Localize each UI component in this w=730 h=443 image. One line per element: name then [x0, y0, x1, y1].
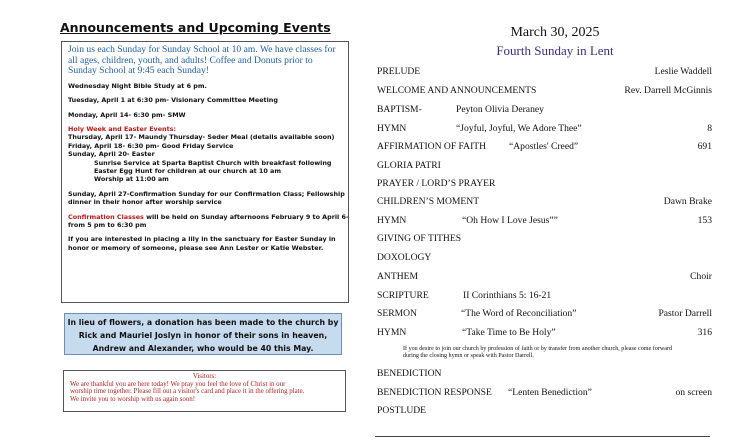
announcement-tuesday: Tuesday, April 1 at 6:30 pm- Visionary Committee Meeting [68, 96, 278, 105]
item-detail: II Corinthians 5: 16-21 [463, 290, 552, 301]
announcement-thursday: Thursday, April 17- Maundy Thursday- Seder Meal (details available soon) [68, 133, 335, 142]
flowers-line-1: In lieu of flowers, a donation has been made to the church by [67, 318, 339, 327]
item-leader: on screen [675, 387, 712, 398]
item-leader: Leslie Waddell [654, 66, 712, 77]
order-item [377, 290, 429, 301]
order-item [377, 123, 406, 134]
item-number: 153 [697, 215, 712, 226]
announcement-lily-2: honor or memory of someone, please see Ann Lester or Katie Webster. [68, 243, 324, 252]
announcement-confirmation-classes-2: from 5 pm to 6:30 pm [68, 221, 147, 230]
announcement-confirmation-sunday: Sunday, April 27-Confirmation Sunday for our Confirmation Class; Fellowship [68, 189, 345, 198]
announcement-sunrise: Sunrise Service at Sparta Baptist Church with breakfast following [94, 158, 332, 167]
liturgical-sunday: Fourth Sunday in Lent [496, 43, 614, 58]
item-label: SCRIPTURE [377, 290, 429, 301]
flowers-line-2: Rick and Mauriel Joslyn in honor of their sons in heaven, [78, 331, 328, 340]
order-item [377, 66, 420, 77]
order-item [377, 387, 492, 398]
announcement-confirmation-classes [68, 212, 349, 221]
visitors-line-3: We invite you to worship with us again soon! [70, 395, 195, 403]
item-detail: “Apostles' Creed” [509, 141, 579, 152]
item-detail: “Lenten Benediction” [508, 387, 592, 398]
order-item [377, 405, 426, 416]
announcement-easter: Sunday, April 20- Easter [68, 150, 155, 159]
item-detail: “The Word of Reconciliation” [461, 308, 577, 319]
bottom-divider [375, 436, 710, 437]
item-leader: Rev. Darrell McGinnis [624, 85, 712, 96]
item-leader: Pastor Darrell [658, 308, 712, 319]
flowers-dedication-box [64, 313, 342, 355]
order-item [377, 104, 422, 115]
order-item [377, 196, 479, 207]
membership-note [403, 346, 713, 360]
item-label: SERMON [377, 308, 417, 319]
announcement-confirmation-sunday-2: dinner in their honor after worship service [68, 198, 222, 207]
item-label: HYMN [377, 215, 407, 226]
item-label: GIVING OF TITHES [377, 233, 462, 244]
item-label: BENEDICTION RESPONSE [377, 387, 492, 398]
order-item [377, 160, 441, 171]
order-item [377, 215, 406, 226]
sunday-school-intro: Join us each Sunday for Sunday School at 10 am. We have classes for all ages, children, youth, and adults! Coffee and Donuts prior to Sunday School at 9:45 each Sunday! [68, 44, 336, 77]
item-label: PRELUDE [377, 66, 421, 77]
item-label: HYMN [377, 123, 407, 134]
item-detail: Peyton Olivia Deraney [456, 104, 544, 115]
item-label: PRAYER / LORD’S PRAYER [377, 178, 496, 189]
announcement-monday: Monday, April 14- 6:30 pm- SMW [68, 110, 186, 119]
announcement-friday: Friday, April 18- 6:30 pm- Good Friday Service [68, 141, 234, 150]
visitors-title: Visitors: [192, 373, 217, 380]
order-item [377, 233, 461, 244]
announcements-title: Announcements and Upcoming Events [60, 20, 331, 35]
item-leader: Dawn Brake [663, 196, 712, 207]
item-label: BENEDICTION [377, 368, 442, 379]
announcement-wednesday: Wednesday Night Bible Study at 6 pm. [68, 81, 207, 90]
item-leader: Choir [690, 271, 712, 282]
order-item [377, 141, 486, 152]
item-label: POSTLUDE [377, 405, 427, 416]
item-label: BAPTISM- [377, 104, 422, 115]
visitors-box [63, 370, 346, 412]
announcement-worship: Worship at 11:00 am [94, 175, 169, 184]
flowers-line-3: Andrew and Alexander, who would be 40 this May. [92, 344, 314, 353]
item-label: ANTHEM [377, 271, 419, 282]
item-number: 691 [697, 141, 712, 152]
item-label: GLORIA PATRI [377, 160, 441, 171]
announcement-lily: If you are interested in placing a lily in the sanctuary for Easter Sunday in [68, 235, 336, 244]
order-item [377, 327, 406, 338]
order-item [377, 178, 495, 189]
announcement-egg-hunt: Easter Egg Hunt for children at our church at 10 am [94, 167, 282, 176]
item-label: AFFIRMATION OF FAITH [377, 141, 487, 152]
item-detail: “Joyful, Joyful, We Adore Thee” [456, 123, 582, 134]
confirmation-classes-text: will be held on Sunday afternoons February 9 to April 6- [143, 212, 349, 221]
item-detail: “Take Time to Be Holy” [462, 327, 556, 338]
item-label: HYMN [377, 327, 407, 338]
service-date: March 30, 2025 [510, 25, 600, 40]
order-item [377, 252, 431, 263]
visitors-line-1: We are thankful you are here today! We pray you feel the love of Christ in our [70, 380, 286, 388]
item-label: WELCOME AND ANNOUNCEMENTS [377, 85, 537, 96]
item-detail: “Oh How I Love Jesus”” [462, 215, 558, 226]
visitors-line-2: worship time together. Please fill out a visitor's card and place it in the offering plate. [70, 388, 305, 396]
announcements-box [61, 41, 349, 303]
membership-note-line-2: during the closing hymn or speak with Pastor Darrell. [403, 353, 534, 360]
item-number: 8 [707, 123, 712, 134]
item-number: 316 [697, 327, 712, 338]
order-item [377, 85, 536, 96]
order-item [377, 271, 418, 282]
item-label: DOXOLOGY [377, 252, 432, 263]
confirmation-classes-label: Confirmation Classes [68, 212, 144, 221]
order-item [377, 308, 417, 319]
holy-week-heading: Holy Week and Easter Events: [68, 125, 177, 133]
membership-note-line-1: If you desire to join our church by profession of faith or by transfer from another church, please come forward [403, 346, 673, 352]
item-label: CHILDREN’S MOMENT [377, 196, 480, 207]
order-item [377, 368, 441, 379]
